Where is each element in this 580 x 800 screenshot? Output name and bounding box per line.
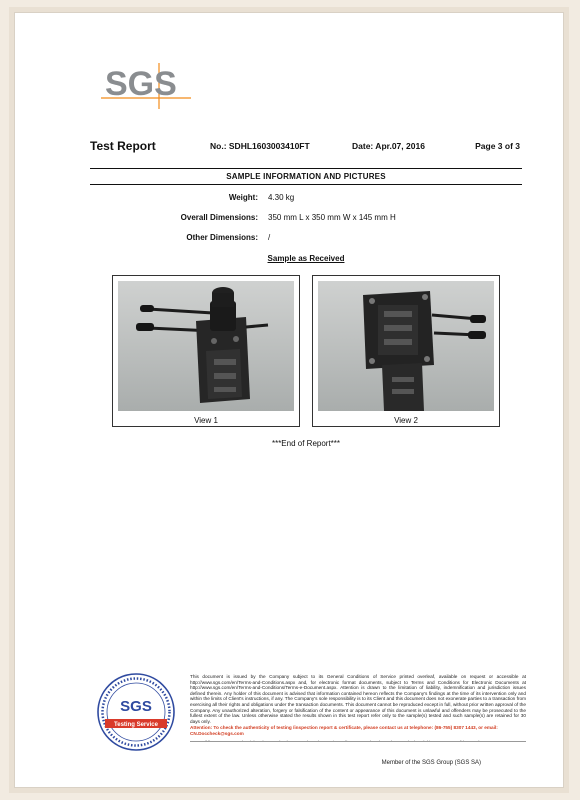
photo-view-2 (312, 275, 500, 427)
report-date: Date: Apr.07, 2016 (352, 141, 425, 151)
sample-photo (118, 281, 294, 411)
info-row-other-dimensions (90, 233, 520, 247)
authenticity-notice: Attention: To check the authenticity of testing /inspection report & certificate, please contact us at telephone: (86-755) 8307 1443, or email: CN.Doccheck@sgs.com (190, 725, 498, 736)
sgs-logo-text: SGS (105, 65, 177, 103)
photo-view-1 (112, 275, 300, 427)
report-number: No.: SDHL1603003410FT (210, 141, 310, 151)
fax-web-en (460, 740, 526, 742)
testing-service-stamp (95, 671, 177, 753)
legal-disclaimer: This document is issued by the Company subject to its General Conditions of Service printed overleaf, available on request or accessible at http://www.sgs.com/en/Terms-and-Conditions.aspx and, for electronic format documents, subject to Terms and Conditions for Electronic Documents at http://www.sgs.com/en/Terms-and-Conditions/Terms-e-Document.aspx. Attention is drawn to the limitation of liability, indemnification and jurisdiction issues defined therein. Any holder of this document is advised that information contained hereon reflects the Company's findings at the time of its intervention only and within the limits of Client's instructions, if any. The Company's sole responsibility is to its Client and this document does not exonerate parties to a transaction from exercising all their rights and obligations under the transaction documents. This document cannot be reproduced except in full, without prior written approval of the Company. Any unauthorized alteration, forgery or falsification of the content or appearance of this document is unlawful and offenders may be prosecuted to the fullest extent of the law. Unless otherwise stated the results shown in this test report refer only to the sample(s) tested and such sample(s) are retained for 30 days only. (190, 674, 526, 724)
report-page (14, 12, 564, 788)
sample-photo (318, 281, 494, 411)
fax-en (460, 740, 500, 742)
sample-heading: Sample as Received (267, 254, 345, 263)
web-en (501, 740, 526, 742)
phone-en (405, 740, 445, 742)
info-label: Other Dimensions: (186, 233, 258, 242)
info-value: / (268, 233, 271, 242)
photo-caption: View 2 (394, 416, 418, 425)
info-row-overall-dimensions (90, 213, 520, 227)
stamp-logo-text: SGS (120, 698, 152, 715)
info-value: 350 mm L x 350 mm W x 145 mm H (268, 213, 396, 222)
info-value: 4.30 kg (268, 193, 295, 202)
sgs-logo (101, 63, 191, 109)
info-label: Weight: (228, 193, 258, 202)
chair-mechanism-image (318, 281, 494, 411)
member-line: Member of the SGS Group (SGS SA) (381, 760, 481, 766)
info-row-weight (90, 193, 520, 207)
info-label: Overall Dimensions: (180, 213, 258, 222)
report-header (90, 139, 520, 159)
address-row-en-contacts (190, 740, 526, 742)
end-of-report: ***End of Report*** (271, 439, 341, 448)
stamp-ribbon-text: Testing Service (114, 722, 158, 728)
page-number: Page 3 of 3 (475, 141, 520, 151)
section-title: SAMPLE INFORMATION AND PICTURES (90, 168, 522, 185)
chair-mechanism-image (118, 281, 294, 411)
photo-caption: View 1 (194, 416, 218, 425)
report-title: Test Report (90, 139, 156, 153)
